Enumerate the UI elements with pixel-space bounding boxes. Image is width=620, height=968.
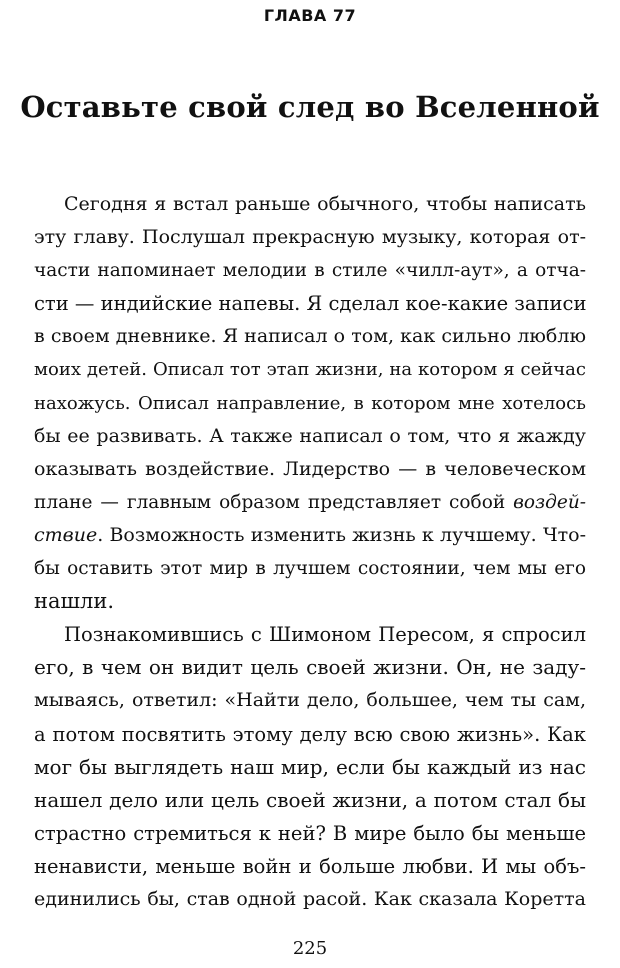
text-line: ненависти, меньше войн и больше любви. И мы объ- (34, 854, 586, 878)
page-number: 225 (292, 938, 328, 959)
text-line: а потом посвятить этому делу всю свою жизнь». Как (34, 722, 586, 746)
text-line: страстно стремиться к ней? В мире было бы меньше (34, 821, 586, 845)
text-line: части напоминает мелодии в стиле «чилл-аут», а отча- (34, 260, 586, 282)
text-line: мог бы выглядеть наш мир, если бы каждый из нас (34, 754, 586, 779)
text-line: нахожусь. Описал направление, в котором мне хотелось (34, 392, 586, 414)
text-line: в своем дневнике. Я написал о том, как сильно люблю (34, 325, 586, 348)
text-segment: плане — главным образом представляет собой (34, 491, 514, 513)
text-line: мываясь, ответил: «Найти дело, большее, чем ты сам, (34, 689, 586, 712)
text-line: единились бы, став одной расой. Как сказала Коретта (34, 887, 586, 910)
text-line: Познакомившись с Шимоном Пересом, я спросил (64, 623, 586, 647)
text-segment: . Возможность изменить жизнь к лучшему. Что- (97, 523, 586, 546)
italic-text: воздей- (513, 491, 586, 513)
text-line: его, в чем он видит цель своей жизни. Он, не заду- (34, 655, 586, 680)
italic-text: ствие (34, 523, 98, 546)
text-line: Сегодня я встал раньше обычного, чтобы написать (64, 193, 586, 215)
paragraph-2 (34, 618, 586, 916)
chapter-title: Оставьте свой след во Вселенной (20, 90, 600, 124)
text-line: сти — индийские напевы. Я сделал кое-какие записи (34, 292, 587, 316)
body-text (34, 188, 586, 916)
text-line (34, 486, 586, 519)
text-line: бы оставить этот мир в лучшем состоянии, чем мы его (34, 558, 586, 580)
text-line: эту главу. Послушал прекрасную музыку, которая от- (34, 226, 586, 249)
text-line: нашли. (34, 589, 115, 614)
text-line: оказывать воздействие. Лидерство — в человеческом (34, 457, 586, 480)
paragraph-1 (34, 188, 586, 618)
text-line: нашел дело или цель своей жизни, а потом стал бы (34, 787, 586, 812)
text-line: бы ее развивать. А также написал о том, что я жажду (34, 424, 586, 447)
text-line (34, 519, 586, 552)
chapter-heading: ГЛАВА 77 (263, 6, 357, 25)
text-line: моих детей. Описал тот этап жизни, на котором я сейчас (34, 359, 586, 381)
